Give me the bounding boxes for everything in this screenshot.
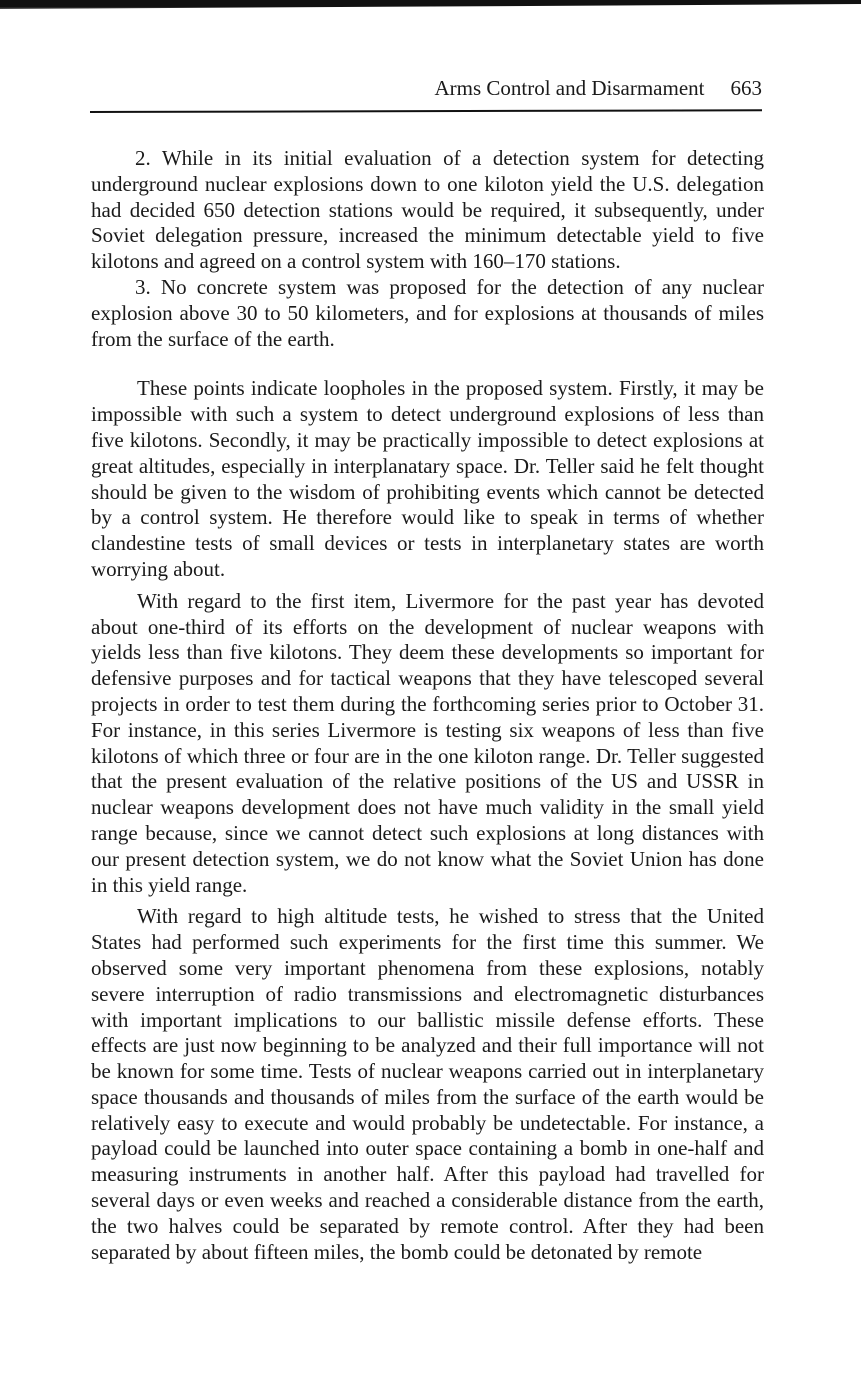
paragraph-loopholes: These points indicate loopholes in the proposed system. Firstly, it may be impossible with such a system to detect underground explosions of less than five kilotons. Secondly, it may be practically impossible to detect explosions at great altitudes, especially in interplanatary space. Dr. Teller said he felt thought should be given to the wisdom of prohibiting events which cannot be detected by a control system. He therefore would like to speak in terms of whether clandestine tests of small devices or tests in interplanetary states are worth worrying about. — [91, 376, 764, 581]
scan-edge-shadow — [0, 0, 861, 9]
paragraph-item-2: 2. While in its initial evaluation of a detection system for detecting underground nuclear explosions down to one kiloton yield the U.S. delegation had decided 650 detection stations would be required, it subsequently, under Soviet delegation pressure, increased the minimum detectable yield to five kilotons and agreed on a control system with 160–170 stations. — [91, 146, 764, 274]
body-text — [91, 146, 764, 1265]
page-number: 663 — [730, 76, 762, 100]
paragraph-item-3: 3. No concrete system was proposed for the detection of any nuclear explosion above 30 to 50 kilometers, and for explosions at thousands of miles from the surface of the earth. — [91, 274, 764, 351]
paragraph-high-altitude: With regard to high altitude tests, he wished to stress that the United States had performed such experiments for the first time this summer. We observed some very important phenomena from these explosions, notably severe interruption of radio transmissions and electromagnetic disturbances with important implications to our ballistic missile defense efforts. These effects are just now beginning to be analyzed and their full importance will not be known for some time. Tests of nuclear weapons carried out in interplanetary space thousands and thousands of miles from the surface of the earth would be relatively easy to execute and would probably be undetectable. For instance, a payload could be launched into outer space containing a bomb in one-half and measuring instruments in another half. After this payload had travelled for several days or even weeks and reached a considerable distance from the earth, the two halves could be separated by remote control. After they had been separated by about fifteen miles, the bomb could be detonated by remote — [91, 904, 764, 1264]
header-rule — [90, 109, 762, 113]
running-head-title: Arms Control and Disarmament — [434, 76, 705, 100]
paragraph-livermore: With regard to the first item, Livermore for the past year has devoted about one-third of its efforts on the development of nuclear weapons with yields less than five kilotons. They deem these developments so important for defensive purposes and for tactical weapons that they have telescoped several projects in order to test them during the forthcoming series prior to October 31. For instance, in this series Livermore is testing six weapons of less than five kilotons of which three or four are in the one kiloton range. Dr. Teller suggested that the present evaluation of the relative positions of the US and USSR in nuclear weapons development does not have much validity in the small yield range because, since we cannot detect such explosions at long distances with our present detection system, we do not know what the Soviet Union has done in this yield range. — [91, 588, 764, 897]
running-head — [90, 76, 762, 106]
